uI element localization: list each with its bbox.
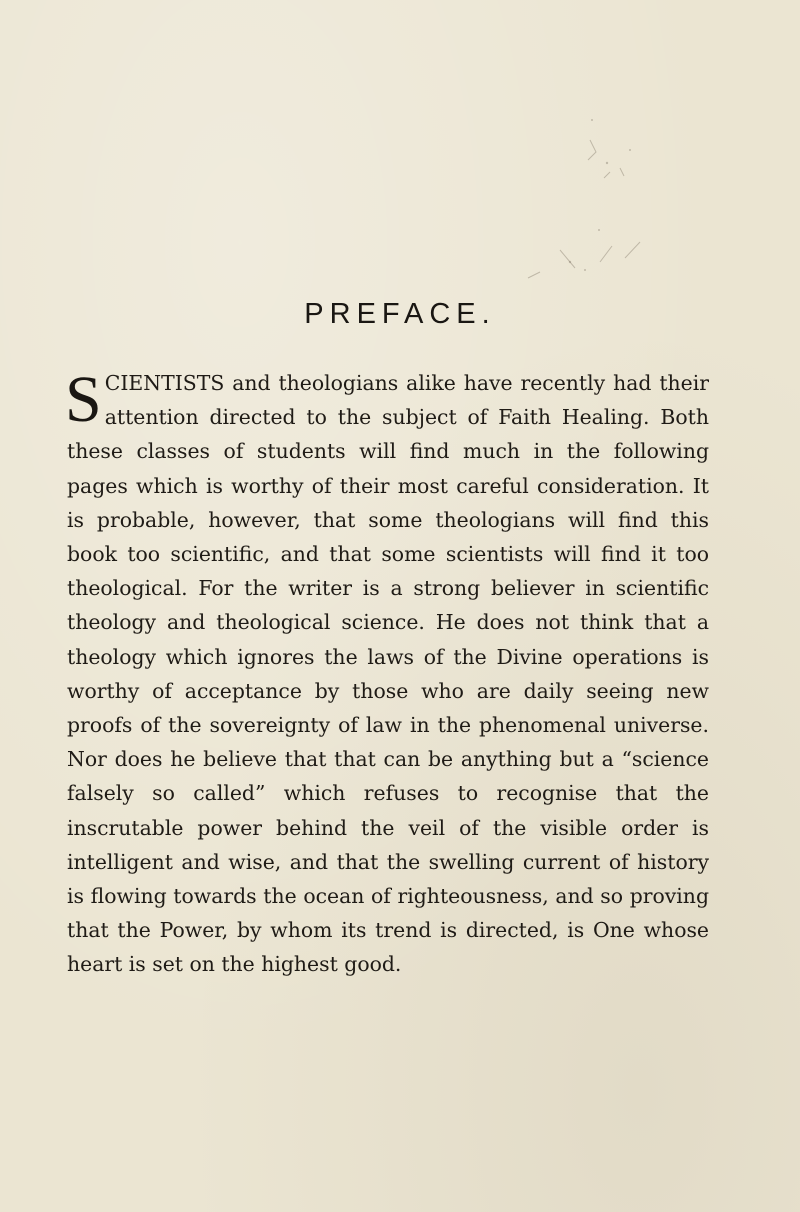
drop-cap-letter: S xyxy=(65,363,102,436)
paragraph-text: CIENTISTS and theologians alike have recently had their attention directed to the subject of Faith Healing. Both these classes of students will find much in the following pages which is worthy of their most careful consideration. It is probable, however, that some theologians will find this book too scientific, and that some scientists will find it too theological. For the writer is a strong believer in scientific theology and theological science. He does not think that a theology which ignores the laws of the Divine operations is worthy of acceptance by those who are daily seeing new proofs of the sovereignty of law in the phenomenal universe. Nor does he believe that that can be anything but a “science falsely so called” which refuses to recognise that the inscrutable power behind the veil of the visible order is intelligent and wise, and that the swelling current of history is flowing towards the ocean of righteousness, and so proving that the Power, by whom its trend is directed, is One whose heart is set on the highest good. xyxy=(67,371,709,977)
preface-paragraph xyxy=(65,363,709,982)
page-title: PREFACE. xyxy=(304,298,496,330)
